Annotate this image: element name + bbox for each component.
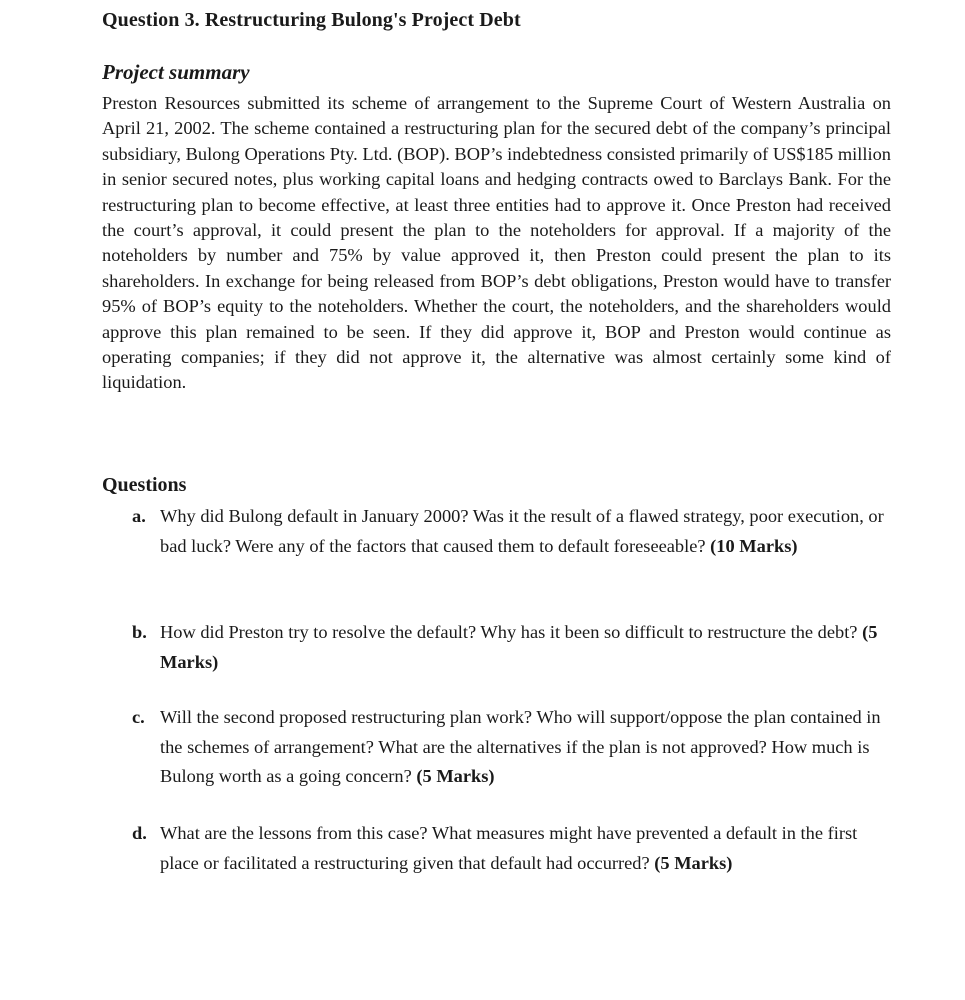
questions-heading: Questions	[102, 474, 187, 496]
question-a-text: Why did Bulong default in January 2000? Was it the result of a flawed strategy, poor execution, or bad luck? Were any of the factors that caused them to default foreseeable?	[160, 506, 884, 556]
question-d	[132, 819, 892, 878]
question-c-letter: c.	[132, 707, 145, 727]
question-c-text: Will the second proposed restructuring plan work? Who will support/oppose the plan contained in the schemes of arrangement? What are the alternatives if the plan is not approved? How much is Bulong worth as a going concern?	[160, 707, 881, 786]
project-summary-paragraph: Preston Resources submitted its scheme of arrangement to the Supreme Court of Western Australia on April 21, 2002. The scheme contained a restructuring plan for the secured debt of the company’s principal subsidiary, Bulong Operations Pty. Ltd. (BOP). BOP’s indebtedness consisted primarily of US$185 million in senior secured notes, plus working capital loans and hedging contracts owed to Barclays Bank. For the restructuring plan to become effective, at least three entities had to approve it. Once Preston had received the court’s approval, it could present the plan to the noteholders for approval. If a majority of the noteholders by number and 75% by value approved it, then Preston could present the plan to its shareholders. In exchange for being released from BOP’s debt obligations, Preston would have to transfer 95% of BOP’s equity to the noteholders. Whether the court, the noteholders, and the shareholders would approve this plan remained to be seen. If they did approve it, BOP and Preston would continue as operating companies; if they did not approve it, the alternative was almost certainly some kind of liquidation.	[102, 93, 891, 393]
question-d-text: What are the lessons from this case? What measures might have prevented a default in the first place or facilitated a restructuring given that default had occurred?	[160, 823, 858, 873]
question-b-body	[160, 618, 892, 677]
question-c-body	[160, 703, 892, 792]
question-b-letter: b.	[132, 622, 147, 642]
question-b	[132, 618, 892, 677]
question-b-text: How did Preston try to resolve the default? Why has it been so difficult to restructure the debt?	[160, 622, 858, 642]
document-title: Question 3. Restructuring Bulong's Project Debt	[102, 9, 521, 31]
project-summary-heading: Project summary	[102, 60, 250, 84]
question-c	[132, 703, 892, 792]
question-d-letter: d.	[132, 823, 147, 843]
question-c-marks: (5 Marks)	[416, 766, 495, 786]
question-a	[132, 502, 892, 561]
question-a-marks: (10 Marks)	[710, 535, 798, 556]
question-a-letter: a.	[132, 506, 146, 526]
question-b-marks: (5 Marks)	[160, 622, 878, 672]
question-d-body	[160, 819, 892, 878]
question-a-body	[160, 502, 892, 561]
question-d-marks: (5 Marks)	[654, 852, 733, 873]
